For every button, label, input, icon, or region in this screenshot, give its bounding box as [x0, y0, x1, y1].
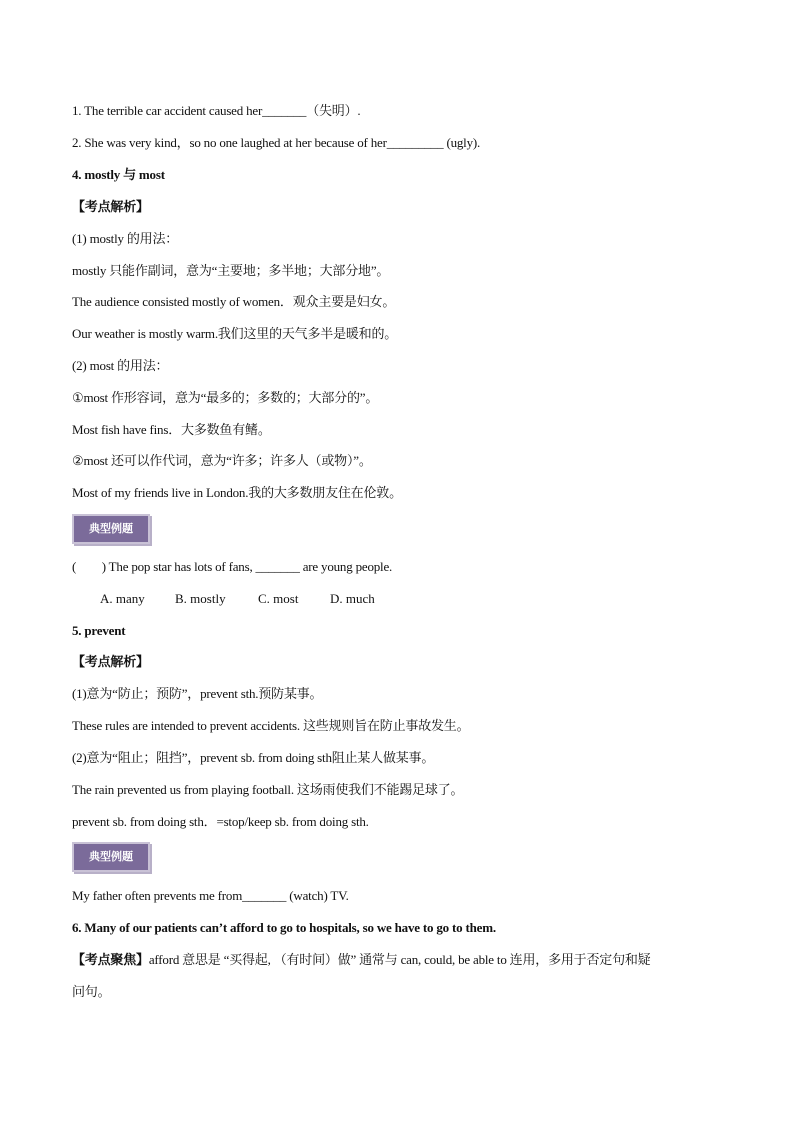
- most-example-1: Most fish have fins．大多数鱼有鳍。: [72, 422, 271, 437]
- mostly-usage-heading: (1) mostly 的用法：: [72, 231, 179, 246]
- mostly-definition: mostly 只能作副词，意为“主要地；多半地；大部分地”。: [72, 263, 390, 278]
- most-pronoun-definition: ②most 还可以作代词，意为“许多；许多人（或物）”。: [72, 453, 372, 468]
- most-example-2: Most of my friends live in London.我的大多数朋友住在伦敦。: [72, 485, 402, 500]
- mostly-example-2: Our weather is mostly warm.我们这里的天气多半是暖和的。: [72, 326, 398, 341]
- most-adjective-definition: ①most 作形容词，意为“最多的；多数的；大部分的”。: [72, 390, 379, 405]
- option-c: C. most: [258, 591, 299, 606]
- prevent-meaning-1: (1)意为“防止；预防”，prevent sth.预防某事。: [72, 686, 323, 701]
- section-heading-afford: 6. Many of our patients can’t afford to go to hospitals, so we have to go to them.: [72, 920, 496, 935]
- afford-explanation: [72, 951, 650, 969]
- afford-explanation-continued: 问句。: [72, 984, 111, 999]
- mostly-example-1: The audience consisted mostly of women．观众主要是妇女。: [72, 294, 396, 309]
- prevent-example-2: The rain prevented us from playing football. 这场雨使我们不能踢足球了。: [72, 782, 464, 797]
- exercise-line-1: 1. The terrible car accident caused her_______（失明）.: [72, 103, 361, 118]
- typical-example-badge: [72, 514, 150, 544]
- exercise-line-2: 2. She was very kind，so no one laughed at her because of her_________ (ugly).: [72, 135, 481, 150]
- badge-label: 典型例题: [89, 522, 133, 535]
- key-point-label: 【考点解析】: [72, 199, 149, 214]
- key-focus-label: 【考点聚焦】: [72, 952, 149, 967]
- option-b: B. mostly: [175, 591, 226, 606]
- key-point-label: 【考点解析】: [72, 654, 149, 669]
- question-line: My father often prevents me from_______ (watch) TV.: [72, 888, 349, 903]
- most-usage-heading: (2) most 的用法：: [72, 358, 169, 373]
- option-a: A. many: [100, 591, 145, 606]
- section-heading-prevent: 5. prevent: [72, 623, 126, 638]
- prevent-example-1: These rules are intended to prevent accidents. 这些规则旨在防止事故发生。: [72, 718, 470, 733]
- prevent-equivalence: prevent sb. from doing sth．=stop/keep sb. from doing sth.: [72, 814, 369, 829]
- question-line: ( ) The pop star has lots of fans, _______ are young people.: [72, 559, 393, 574]
- option-d: D. much: [330, 591, 375, 606]
- badge-label: 典型例题: [89, 850, 133, 863]
- typical-example-badge: [72, 842, 150, 872]
- section-heading-mostly-most: 4. mostly 与 most: [72, 167, 165, 182]
- prevent-meaning-2: (2)意为“阻止；阻挡”，prevent sb. from doing sth阻止某人做某事。: [72, 750, 435, 765]
- afford-explanation-text: afford 意思是 “买得起, （有时间）做” 通常与 can, could, be able to 连用，多用于否定句和疑: [148, 952, 651, 967]
